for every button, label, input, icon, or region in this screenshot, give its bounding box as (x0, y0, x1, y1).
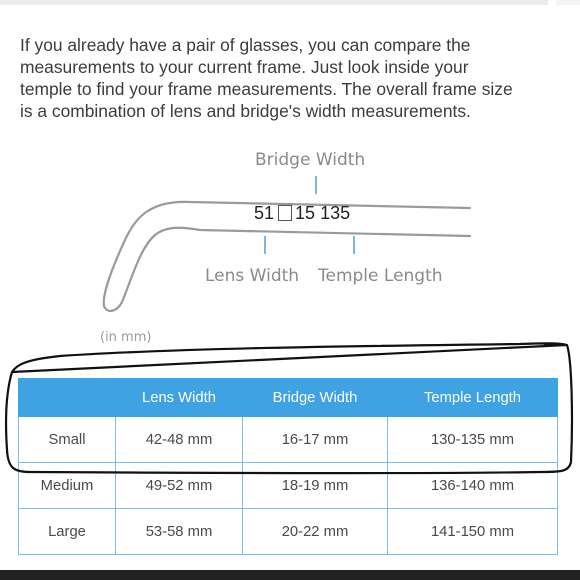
size-name-cell: Medium (19, 463, 116, 509)
table-row (19, 509, 558, 555)
square-separator-icon (278, 205, 292, 221)
temple-length-cell: 141-150 mm (388, 509, 558, 555)
bottom-bar (0, 570, 580, 580)
lens-width-label: Lens Width (205, 266, 300, 286)
bridge-width-cell: 16-17 mm (243, 417, 388, 463)
lens-width-cell: 49-52 mm (116, 463, 243, 509)
table-row (19, 417, 558, 463)
temple-length-cell: 136-140 mm (388, 463, 558, 509)
top-divider (0, 0, 548, 5)
temple-number: 135 (320, 203, 351, 223)
bridge-width-cell: 20-22 mm (243, 509, 388, 555)
lens-width-cell: 53-58 mm (116, 509, 243, 555)
size-code (254, 203, 350, 224)
table-row (19, 463, 558, 509)
bridge-number: 15 (295, 203, 316, 223)
header-lens-width: Lens Width (116, 379, 243, 417)
table-header-row (19, 379, 558, 417)
bridge-width-cell: 18-19 mm (243, 463, 388, 509)
lens-number: 51 (254, 203, 275, 223)
unit-note: (in mm) (100, 330, 152, 345)
size-name-cell: Large (19, 509, 116, 555)
header-temple-length: Temple Length (388, 379, 558, 417)
header-blank (19, 379, 116, 417)
temple-length-label: Temple Length (318, 266, 443, 286)
bridge-width-label: Bridge Width (255, 150, 366, 170)
lens-width-cell: 42-48 mm (116, 417, 243, 463)
size-name-cell: Small (19, 417, 116, 463)
header-bridge-width: Bridge Width (243, 379, 388, 417)
frame-diagram (0, 130, 580, 360)
temple-length-cell: 130-135 mm (388, 417, 558, 463)
intro-paragraph: If you already have a pair of glasses, you can compare the measurements to your current frame. Just look inside your temple to find your frame measurements. The overall frame size is a combination of lens and bridge's width measurements. (20, 35, 513, 121)
size-chart-table (18, 378, 558, 555)
top-divider-end (556, 0, 580, 5)
